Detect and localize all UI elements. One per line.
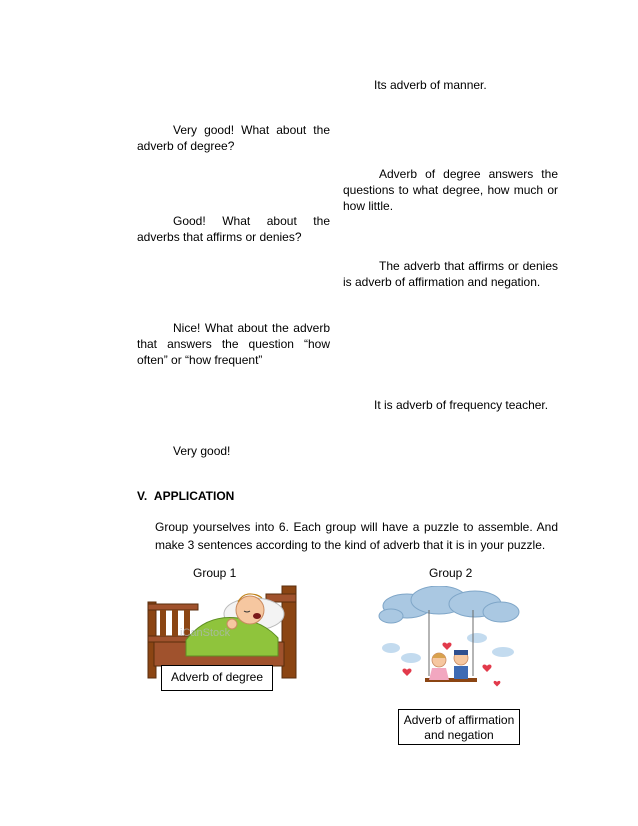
teacher-question-frequency: Nice! What about the adverb that answers the question “how often” or “how frequent”	[137, 321, 330, 367]
student-reply-manner: Its adverb of manner.	[374, 78, 487, 92]
teacher-question-affirmation: Good! What about the adverbs that affirms or denies?	[137, 214, 330, 244]
student-reply-frequency: It is adverb of frequency teacher.	[374, 398, 549, 412]
student-reply-affirmation: The adverb that affirms or denies is adverb of affirmation and negation.	[343, 259, 558, 289]
group2-title: Group 2	[429, 566, 473, 580]
svg-text:iCanStock: iCanStock	[180, 627, 231, 639]
group2-label: Adverb of affirmation and negation	[398, 709, 520, 745]
group1-title: Group 1	[193, 566, 237, 580]
teacher-question-degree: Very good! What about the adverb of degree?	[137, 123, 330, 153]
group1-label: Adverb of degree	[161, 665, 273, 691]
teacher-praise: Very good!	[173, 444, 231, 458]
application-instructions: Group yourselves into 6. Each group will have a puzzle to assemble. And make 3 sentences according to the kind of adverb that it is in your puzzle.	[155, 520, 558, 552]
student-reply-degree: Adverb of degree answers the questions to what degree, how much or how little.	[343, 167, 558, 213]
section-heading: V. APPLICATION	[137, 489, 235, 503]
swing-couple-image	[377, 586, 523, 696]
